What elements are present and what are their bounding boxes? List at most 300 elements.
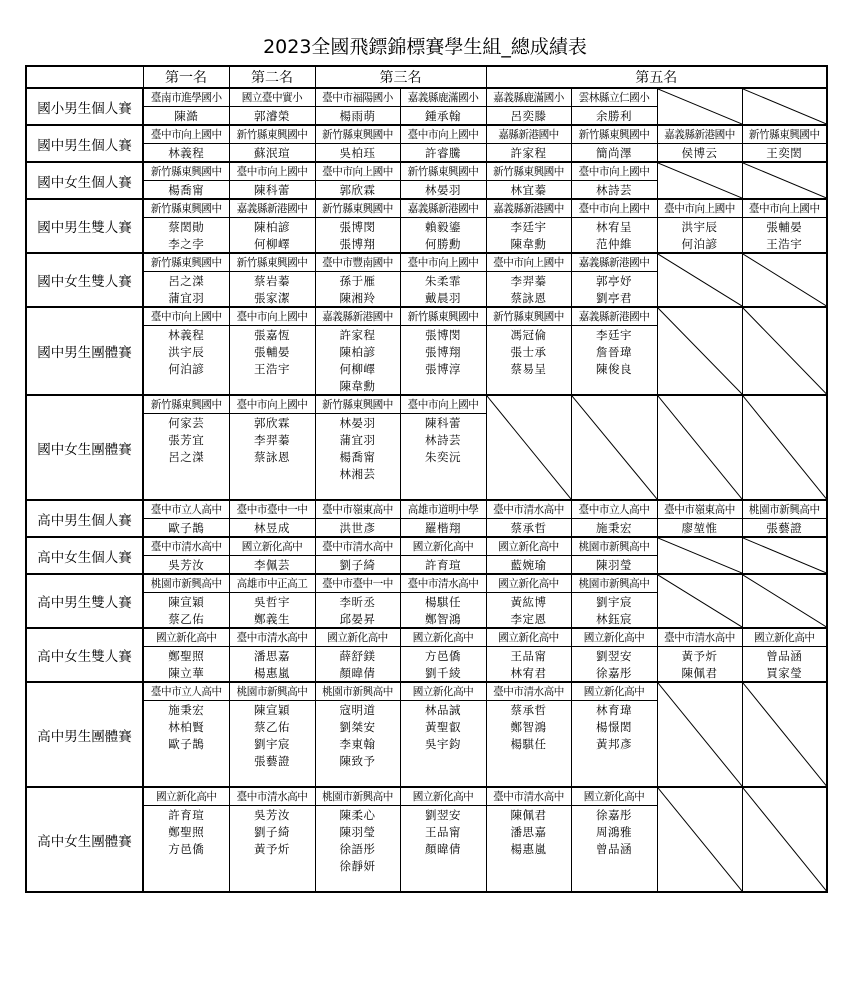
school-name: 臺中市清水高中 <box>143 537 229 556</box>
school-name: 桃園市新興高中 <box>742 500 827 519</box>
blank-cell <box>229 874 315 892</box>
diagonal-slash <box>658 683 742 786</box>
event-row <box>26 162 827 181</box>
player-name: 楊騏任 <box>400 593 486 611</box>
blank-cell <box>143 874 229 892</box>
blank-cell <box>571 377 657 395</box>
school-name: 新竹縣東興國中 <box>315 125 400 144</box>
player-name: 鄭聖照 <box>143 647 229 665</box>
school-name: 國立新化高中 <box>143 628 229 647</box>
school-name: 臺中市清水高中 <box>315 537 400 556</box>
blank-cell <box>400 769 486 787</box>
player-name: 何勝勳 <box>400 235 486 253</box>
diagonal-slash <box>743 788 827 891</box>
player-name: 林柏賢 <box>143 718 229 735</box>
school-name: 臺中市清水高中 <box>486 787 571 806</box>
player-name: 劉翌安 <box>400 806 486 824</box>
player-name: 徐靜妍 <box>315 857 400 874</box>
player-name: 陳韋勳 <box>486 235 571 253</box>
school-name: 新竹縣東興國中 <box>742 125 827 144</box>
player-name: 郭濬榮 <box>229 107 315 126</box>
blank-cell <box>143 465 229 482</box>
header-fifth-place: 第五名 <box>486 66 827 88</box>
event-name: 高中女生雙人賽 <box>26 628 143 682</box>
header-third-place: 第三名 <box>315 66 486 88</box>
empty-slot-fifth-c <box>657 253 742 307</box>
player-name: 林晏羽 <box>400 181 486 200</box>
school-name: 臺中市向上國中 <box>486 253 571 272</box>
player-name: 劉千綾 <box>400 664 486 682</box>
player-name: 黃予炘 <box>229 840 315 857</box>
event-row <box>26 787 827 806</box>
player-name: 鄭智鴻 <box>400 610 486 628</box>
event-name: 國中男生團體賽 <box>26 307 143 395</box>
player-name: 張輔晏 <box>229 343 315 360</box>
player-name: 施秉宏 <box>143 701 229 719</box>
event-row <box>26 88 827 107</box>
player-name: 詹晉瑋 <box>571 343 657 360</box>
player-name: 陳羽瑩 <box>315 823 400 840</box>
blank-cell <box>229 769 315 787</box>
event-row <box>26 664 827 682</box>
school-name: 臺中市立人高中 <box>143 500 229 519</box>
player-name: 鍾承翰 <box>400 107 486 126</box>
player-name: 呂奕滕 <box>486 107 571 126</box>
player-name: 林湘芸 <box>315 465 400 482</box>
school-name: 桃園市新興高中 <box>571 574 657 593</box>
blank-cell <box>229 482 315 500</box>
school-name: 國立新化高中 <box>143 787 229 806</box>
event-row <box>26 519 827 538</box>
player-name: 楊騏任 <box>486 735 571 752</box>
empty-slot-fifth-d <box>742 395 827 500</box>
player-name: 顏暐倩 <box>315 664 400 682</box>
player-name: 薛舒鎂 <box>315 647 400 665</box>
player-name: 陳立華 <box>143 664 229 682</box>
blank-cell <box>143 377 229 395</box>
player-name: 王品甯 <box>486 647 571 665</box>
school-name: 新竹縣東興國中 <box>143 253 229 272</box>
school-name: 臺中市立人高中 <box>571 500 657 519</box>
school-name: 臺中市向上國中 <box>229 307 315 326</box>
player-name: 陳科蕾 <box>229 181 315 200</box>
player-name: 藍婉瑜 <box>486 556 571 575</box>
page-title: 2023全國飛鏢錦標賽學生組_總成績表 <box>263 36 587 58</box>
player-name: 蔡易呈 <box>486 360 571 377</box>
blank-cell <box>400 857 486 874</box>
player-name: 陳俊良 <box>571 360 657 377</box>
event-name: 國中女生團體賽 <box>26 395 143 500</box>
empty-slot-fifth-d <box>742 787 827 892</box>
player-name: 張家潔 <box>229 289 315 307</box>
school-name: 桃園市新興高中 <box>315 682 400 701</box>
empty-slot-fifth-c <box>657 537 742 574</box>
school-name: 新竹縣東興國中 <box>229 125 315 144</box>
player-name: 劉桀安 <box>315 718 400 735</box>
school-name: 臺中市豐南國中 <box>315 253 400 272</box>
blank-cell <box>143 482 229 500</box>
diagonal-slash <box>572 396 657 499</box>
results-table <box>25 65 828 893</box>
player-name: 蒲宜羽 <box>143 289 229 307</box>
diagonal-slash <box>743 396 827 499</box>
player-name: 曾品涵 <box>742 647 827 665</box>
player-name: 鄭智鴻 <box>486 718 571 735</box>
school-name: 雲林縣立仁國小 <box>571 88 657 107</box>
school-name: 嘉義縣新港國中 <box>571 307 657 326</box>
school-name: 臺中市清水高中 <box>486 500 571 519</box>
school-name: 臺中市向上國中 <box>742 199 827 218</box>
player-name: 鄭聖照 <box>143 823 229 840</box>
player-name: 馮冠倫 <box>486 326 571 344</box>
school-name: 國立新化高中 <box>400 787 486 806</box>
school-name: 桃園市新興高中 <box>315 787 400 806</box>
empty-slot-fifth-d <box>742 307 827 395</box>
player-name: 范仲維 <box>571 235 657 253</box>
player-name: 林鈺宸 <box>571 610 657 628</box>
school-name: 國立新化高中 <box>315 628 400 647</box>
empty-slot-fifth-d <box>742 537 827 574</box>
results-body <box>26 66 827 892</box>
player-name: 朱柔霏 <box>400 272 486 290</box>
player-name: 徐嘉彤 <box>571 806 657 824</box>
school-name: 國立臺中實小 <box>229 88 315 107</box>
player-name: 徐語彤 <box>315 840 400 857</box>
school-name: 國立新化高中 <box>400 628 486 647</box>
blank-cell <box>400 482 486 500</box>
player-name: 周鴻雅 <box>571 823 657 840</box>
player-name: 蔡承哲 <box>486 519 571 538</box>
diagonal-slash <box>743 163 827 198</box>
player-name: 余勝利 <box>571 107 657 126</box>
player-name: 徐嘉彤 <box>571 664 657 682</box>
event-name: 高中女生團體賽 <box>26 787 143 892</box>
player-name: 蔡詠恩 <box>486 289 571 307</box>
player-name: 買家瑩 <box>742 664 827 682</box>
diagonal-slash <box>658 163 742 198</box>
event-row <box>26 218 827 236</box>
player-name: 劉宇宸 <box>229 735 315 752</box>
player-name: 王奕閎 <box>742 144 827 163</box>
player-name: 陳湘羚 <box>315 289 400 307</box>
school-name: 嘉義縣新港國中 <box>486 199 571 218</box>
school-name: 國立新化高中 <box>486 628 571 647</box>
player-name: 張嘉恆 <box>229 326 315 344</box>
player-name: 楊喬甯 <box>143 181 229 200</box>
empty-slot-fifth-c <box>657 162 742 199</box>
player-name: 陳宣穎 <box>143 593 229 611</box>
player-name: 歐子鵲 <box>143 519 229 538</box>
blank-cell <box>400 874 486 892</box>
school-name: 臺中市向上國中 <box>229 162 315 181</box>
player-name: 何泊諺 <box>657 235 742 253</box>
player-name: 郭亭妤 <box>571 272 657 290</box>
player-name: 李昕丞 <box>315 593 400 611</box>
school-name: 臺中市向上國中 <box>400 395 486 414</box>
diagonal-slash <box>658 254 742 306</box>
player-name: 陳科蕾 <box>400 414 486 432</box>
event-row <box>26 235 827 253</box>
diagonal-slash <box>743 575 827 627</box>
player-name: 潘思嘉 <box>486 823 571 840</box>
empty-slot-fifth-a <box>486 395 571 500</box>
player-name: 朱奕沅 <box>400 448 486 465</box>
player-name: 張博閔 <box>315 218 400 236</box>
event-row <box>26 144 827 163</box>
player-name: 賴毅鎏 <box>400 218 486 236</box>
blank-cell <box>315 874 400 892</box>
header-corner <box>26 66 143 88</box>
player-name: 黃紘博 <box>486 593 571 611</box>
event-name: 國中男生個人賽 <box>26 125 143 162</box>
empty-slot-fifth-d <box>742 682 827 787</box>
diagonal-slash <box>743 683 827 786</box>
school-name: 臺中市臺中一中 <box>315 574 400 593</box>
player-name: 洪世彥 <box>315 519 400 538</box>
event-row <box>26 199 827 218</box>
player-name: 王品甯 <box>400 823 486 840</box>
player-name: 林宥君 <box>486 664 571 682</box>
blank-cell <box>400 752 486 769</box>
player-name: 林義程 <box>143 326 229 344</box>
school-name: 臺中市清水高中 <box>657 628 742 647</box>
player-name: 潘思嘉 <box>229 647 315 665</box>
empty-slot-fifth-b <box>571 395 657 500</box>
player-name: 張芳宜 <box>143 431 229 448</box>
player-name: 蔡閎勛 <box>143 218 229 236</box>
player-name: 施秉宏 <box>571 519 657 538</box>
school-name: 國立新化高中 <box>742 628 827 647</box>
blank-cell <box>486 377 571 395</box>
blank-cell <box>143 752 229 769</box>
school-name: 嘉義縣新港國中 <box>229 199 315 218</box>
player-name: 蔡乙佑 <box>143 610 229 628</box>
player-name: 簡尚澤 <box>571 144 657 163</box>
player-name: 何泊諺 <box>143 360 229 377</box>
diagonal-slash <box>743 89 827 124</box>
school-name: 臺中市向上國中 <box>143 307 229 326</box>
player-name: 陳致予 <box>315 752 400 769</box>
school-name: 國立新化高中 <box>571 628 657 647</box>
player-name: 蒲宜羽 <box>315 431 400 448</box>
school-name: 高雄市道明中學 <box>400 500 486 519</box>
school-name: 臺中市清水高中 <box>486 682 571 701</box>
school-name: 新竹縣東興國中 <box>315 199 400 218</box>
player-name: 李廷宇 <box>486 218 571 236</box>
player-name: 何柳嶧 <box>315 360 400 377</box>
player-name: 陳羽瑩 <box>571 556 657 575</box>
school-name: 臺中市清水高中 <box>229 787 315 806</box>
player-name: 蔡詠恩 <box>229 448 315 465</box>
blank-cell <box>571 752 657 769</box>
school-name: 新竹縣東興國中 <box>571 125 657 144</box>
player-name: 陳韋勳 <box>315 377 400 395</box>
player-name: 歐子鵲 <box>143 735 229 752</box>
player-name: 李定恩 <box>486 610 571 628</box>
school-name: 臺中市向上國中 <box>400 253 486 272</box>
school-name: 嘉義縣新港國中 <box>571 253 657 272</box>
player-name: 許家程 <box>486 144 571 163</box>
player-name: 顏暐倩 <box>400 840 486 857</box>
player-name: 林晏羽 <box>315 414 400 432</box>
player-name: 張博翔 <box>400 343 486 360</box>
player-name: 劉翌安 <box>571 647 657 665</box>
header-second-place: 第二名 <box>229 66 315 88</box>
school-name: 嘉義縣新港國中 <box>400 199 486 218</box>
empty-slot-fifth-d <box>742 88 827 125</box>
diagonal-slash <box>658 308 742 394</box>
school-name: 臺中市向上國中 <box>315 162 400 181</box>
event-name: 高中男生個人賽 <box>26 500 143 537</box>
school-name: 嘉義縣新港國中 <box>657 125 742 144</box>
player-name: 廖堃惟 <box>657 519 742 538</box>
school-name: 新竹縣東興國中 <box>486 162 571 181</box>
player-name: 楊惠嵐 <box>229 664 315 682</box>
blank-cell <box>315 769 400 787</box>
diagonal-slash <box>743 308 827 394</box>
blank-cell <box>571 874 657 892</box>
player-name: 蔡承哲 <box>486 701 571 719</box>
player-name: 李東翰 <box>315 735 400 752</box>
empty-slot-fifth-c <box>657 395 742 500</box>
player-name: 陳柏諺 <box>315 343 400 360</box>
player-name: 方邑僑 <box>400 647 486 665</box>
player-name: 陳佩君 <box>486 806 571 824</box>
player-name: 張博淳 <box>400 360 486 377</box>
player-name: 王浩宇 <box>742 235 827 253</box>
school-name: 新竹縣東興國中 <box>143 199 229 218</box>
player-name: 吳柏珏 <box>315 144 400 163</box>
player-name: 侯博云 <box>657 144 742 163</box>
player-name: 林詩芸 <box>571 181 657 200</box>
event-name: 高中男生團體賽 <box>26 682 143 787</box>
school-name: 高雄市中正高工 <box>229 574 315 593</box>
blank-cell <box>400 465 486 482</box>
school-name: 臺中市立人高中 <box>143 682 229 701</box>
blank-cell <box>571 857 657 874</box>
school-name: 新竹縣東興國中 <box>143 162 229 181</box>
player-name: 戴晨羽 <box>400 289 486 307</box>
header-first-place: 第一名 <box>143 66 229 88</box>
empty-slot-fifth-d <box>742 162 827 199</box>
player-name: 吳芳汝 <box>143 556 229 575</box>
school-name: 嘉義縣新港國中 <box>315 307 400 326</box>
player-name: 楊憬閎 <box>571 718 657 735</box>
player-name: 林宜蓁 <box>486 181 571 200</box>
player-name: 李羿蓁 <box>486 272 571 290</box>
event-row <box>26 125 827 144</box>
empty-slot-fifth-c <box>657 787 742 892</box>
school-name: 嘉義縣鹿滿國小 <box>486 88 571 107</box>
school-name: 臺中市向上國中 <box>400 125 486 144</box>
player-name: 吳芳汝 <box>229 806 315 824</box>
event-name: 國中男生雙人賽 <box>26 199 143 253</box>
player-name: 何柳嶧 <box>229 235 315 253</box>
school-name: 新竹縣東興國中 <box>143 395 229 414</box>
diagonal-slash <box>658 89 742 124</box>
player-name: 林義程 <box>143 144 229 163</box>
player-name: 張藝證 <box>229 752 315 769</box>
school-name: 國立新化高中 <box>486 537 571 556</box>
player-name: 楊雨萌 <box>315 107 400 126</box>
event-row <box>26 500 827 519</box>
empty-slot-fifth-c <box>657 88 742 125</box>
player-name: 李佩芸 <box>229 556 315 575</box>
school-name: 國立新化高中 <box>571 787 657 806</box>
event-row <box>26 682 827 701</box>
player-name: 黃邦彥 <box>571 735 657 752</box>
school-name: 臺中市向上國中 <box>571 162 657 181</box>
header-row <box>26 66 827 88</box>
event-name: 高中女生個人賽 <box>26 537 143 574</box>
school-name: 新竹縣東興國中 <box>400 162 486 181</box>
player-name: 郭欣霖 <box>315 181 400 200</box>
empty-slot-fifth-c <box>657 574 742 628</box>
player-name: 林宥呈 <box>571 218 657 236</box>
event-name: 國中女生雙人賽 <box>26 253 143 307</box>
player-name: 呂之滐 <box>143 272 229 290</box>
player-name: 林昱成 <box>229 519 315 538</box>
event-row <box>26 647 827 665</box>
diagonal-slash <box>658 538 742 573</box>
player-name: 許家程 <box>315 326 400 344</box>
player-name: 林品誠 <box>400 701 486 719</box>
school-name: 國立新化高中 <box>486 574 571 593</box>
school-name: 臺中市向上國中 <box>229 395 315 414</box>
blank-cell <box>400 377 486 395</box>
player-name: 張輔晏 <box>742 218 827 236</box>
school-name: 國立新化高中 <box>400 682 486 701</box>
event-row <box>26 253 827 272</box>
player-name: 曾品涵 <box>571 840 657 857</box>
school-name: 嘉縣新港國中 <box>486 125 571 144</box>
player-name: 劉宇宸 <box>571 593 657 611</box>
player-name: 何家芸 <box>143 414 229 432</box>
player-name: 寇明道 <box>315 701 400 719</box>
school-name: 臺中市嶺東高中 <box>315 500 400 519</box>
blank-cell <box>143 857 229 874</box>
diagonal-slash <box>658 788 742 891</box>
school-name: 臺中市嶺東高中 <box>657 500 742 519</box>
player-name: 洪宇辰 <box>657 218 742 236</box>
diagonal-slash <box>743 538 827 573</box>
player-name: 羅楷翔 <box>400 519 486 538</box>
school-name: 臺中市向上國中 <box>143 125 229 144</box>
event-name: 國小男生個人賽 <box>26 88 143 125</box>
event-row <box>26 395 827 414</box>
player-name: 張士承 <box>486 343 571 360</box>
player-name: 林育瑋 <box>571 701 657 719</box>
player-name: 王浩宇 <box>229 360 315 377</box>
player-name: 蘇泯瑄 <box>229 144 315 163</box>
diagonal-slash <box>658 575 742 627</box>
player-name: 楊惠嵐 <box>486 840 571 857</box>
player-name: 陳佩君 <box>657 664 742 682</box>
player-name: 許睿騰 <box>400 144 486 163</box>
school-name: 臺中市向上國中 <box>571 199 657 218</box>
school-name: 臺中市福陽國小 <box>315 88 400 107</box>
school-name: 桃園市新興高中 <box>571 537 657 556</box>
school-name: 臺中市向上國中 <box>657 199 742 218</box>
blank-cell <box>143 769 229 787</box>
player-name: 孫于雁 <box>315 272 400 290</box>
player-name: 張博閔 <box>400 326 486 344</box>
blank-cell <box>486 752 571 769</box>
school-name: 桃園市新興高中 <box>143 574 229 593</box>
player-name: 吳哲宇 <box>229 593 315 611</box>
player-name: 黃予炘 <box>657 647 742 665</box>
player-name: 洪宇辰 <box>143 343 229 360</box>
